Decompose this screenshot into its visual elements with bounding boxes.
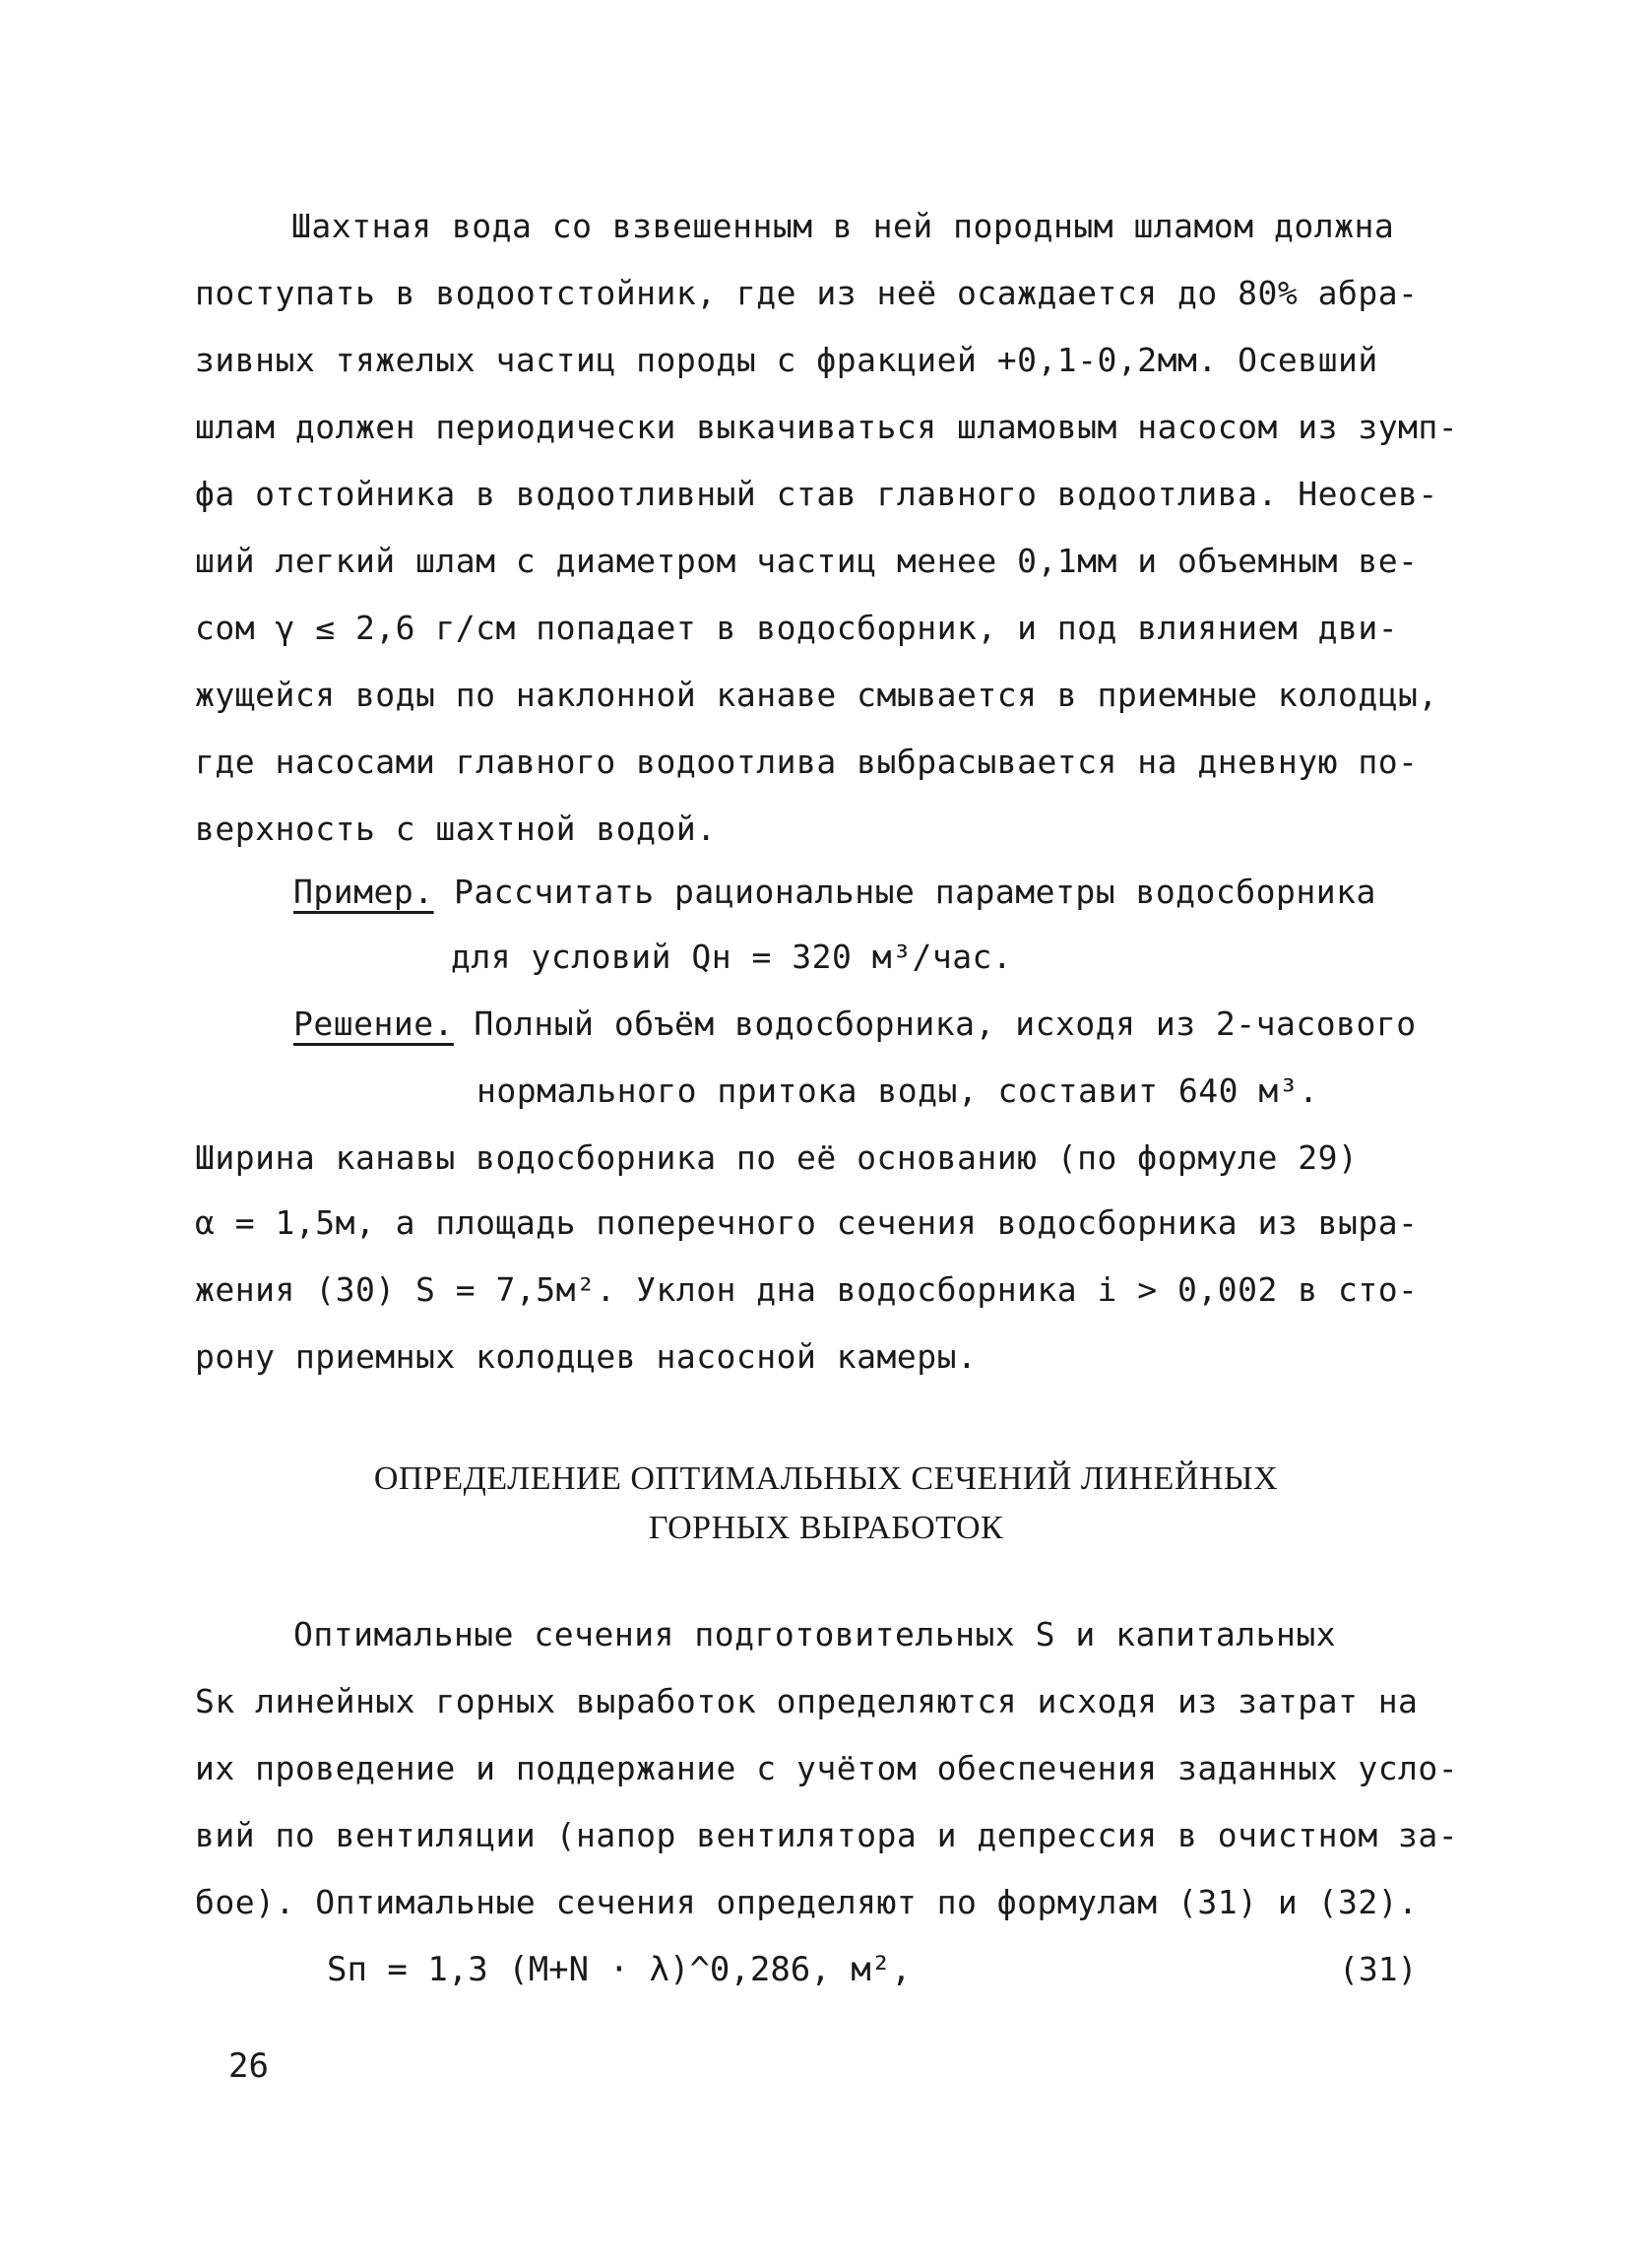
page-number: 26: [228, 2046, 269, 2086]
paragraph-1-line-10: верхность с шахтной водой.: [195, 810, 717, 848]
paragraph-1-line-7: сом γ ≤ 2,6 г/см попадает в водосборник, и под влиянием дви-: [195, 609, 1399, 647]
solution-label: Решение.: [293, 1004, 454, 1043]
paragraph-2-line-3: жения (30) S = 7,5м². Уклон дна водосборника i > 0,002 в сто-: [195, 1270, 1419, 1309]
example-label: Пример.: [293, 873, 434, 911]
section-heading-line-1: ОПРЕДЕЛЕНИЕ ОПТИМАЛЬНЫХ СЕЧЕНИЙ ЛИНЕЙНЫХ: [373, 1460, 1279, 1497]
paragraph-1-line-5: фа отстойника в водоотливный став главного водоотлива. Неосев-: [195, 475, 1438, 513]
paragraph-3-line-2: Sк линейных горных выработок определяются исходя из затрат на: [195, 1682, 1419, 1720]
paragraph-1-line-1: Шахтная вода со взвешенным в ней породным шламом должна: [291, 207, 1395, 245]
solution-line-2: нормального притока воды, составит 640 м³.: [477, 1071, 1319, 1110]
paragraph-1-line-9: где насосами главного водоотлива выбрасывается на дневную по-: [195, 743, 1419, 781]
paragraph-3-line-5: бое). Оптимальные сечения определяют по формулам (31) и (32).: [195, 1883, 1419, 1921]
paragraph-2-line-2: α = 1,5м, а площадь поперечного сечения водосборника из выра-: [195, 1203, 1419, 1242]
paragraph-3-line-1: Оптимальные сечения подготовительных S и капитальных: [293, 1615, 1337, 1653]
paragraph-2-line-4: рону приемных колодцев насосной камеры.: [195, 1337, 978, 1376]
paragraph-1-line-4: шлам должен периодически выкачиваться шламовым насоcом из зумп-: [195, 408, 1459, 446]
example-text-1: Рассчитать рациональные параметры водосборника: [433, 873, 1376, 911]
equation-number-31: (31): [1339, 1950, 1418, 1988]
paragraph-1-line-8: жущейся воды по наклонной канаве смывается в приемные колодцы,: [195, 676, 1438, 714]
example-line-2: для условий Qн = 320 м³/час.: [451, 938, 1013, 976]
paragraph-2-line-1: Ширина канавы водосборника по её основанию (по формуле 29): [195, 1138, 1359, 1177]
paragraph-1-line-6: ший легкий шлам с диаметром частиц менее 0,1мм и объемным ве-: [195, 542, 1419, 580]
paragraph-1-line-3: зивных тяжелых частиц породы с фракцией +0,1-0,2мм. Осевший: [195, 341, 1378, 379]
solution-text-1: Полный объём водосборника, исходя из 2-часового: [453, 1004, 1417, 1043]
section-heading-line-2: ГОРНЫХ ВЫРАБОТОК: [648, 1510, 1004, 1546]
solution-line-1: [293, 1004, 1417, 1044]
paragraph-3-line-4: вий по вентиляции (напор вентилятора и депрессия в очистном за-: [195, 1816, 1459, 1854]
example-line-1: [293, 873, 1376, 912]
formula-31: Sп = 1,3 (M+N · λ)^0,286, м²,: [327, 1950, 912, 1989]
paragraph-1-line-2: поступать в водоотстойник, где из неё осаждается до 80% абра-: [195, 274, 1419, 312]
paragraph-3-line-3: их проведение и поддержание с учётом обеспечения заданных усло-: [195, 1749, 1459, 1787]
